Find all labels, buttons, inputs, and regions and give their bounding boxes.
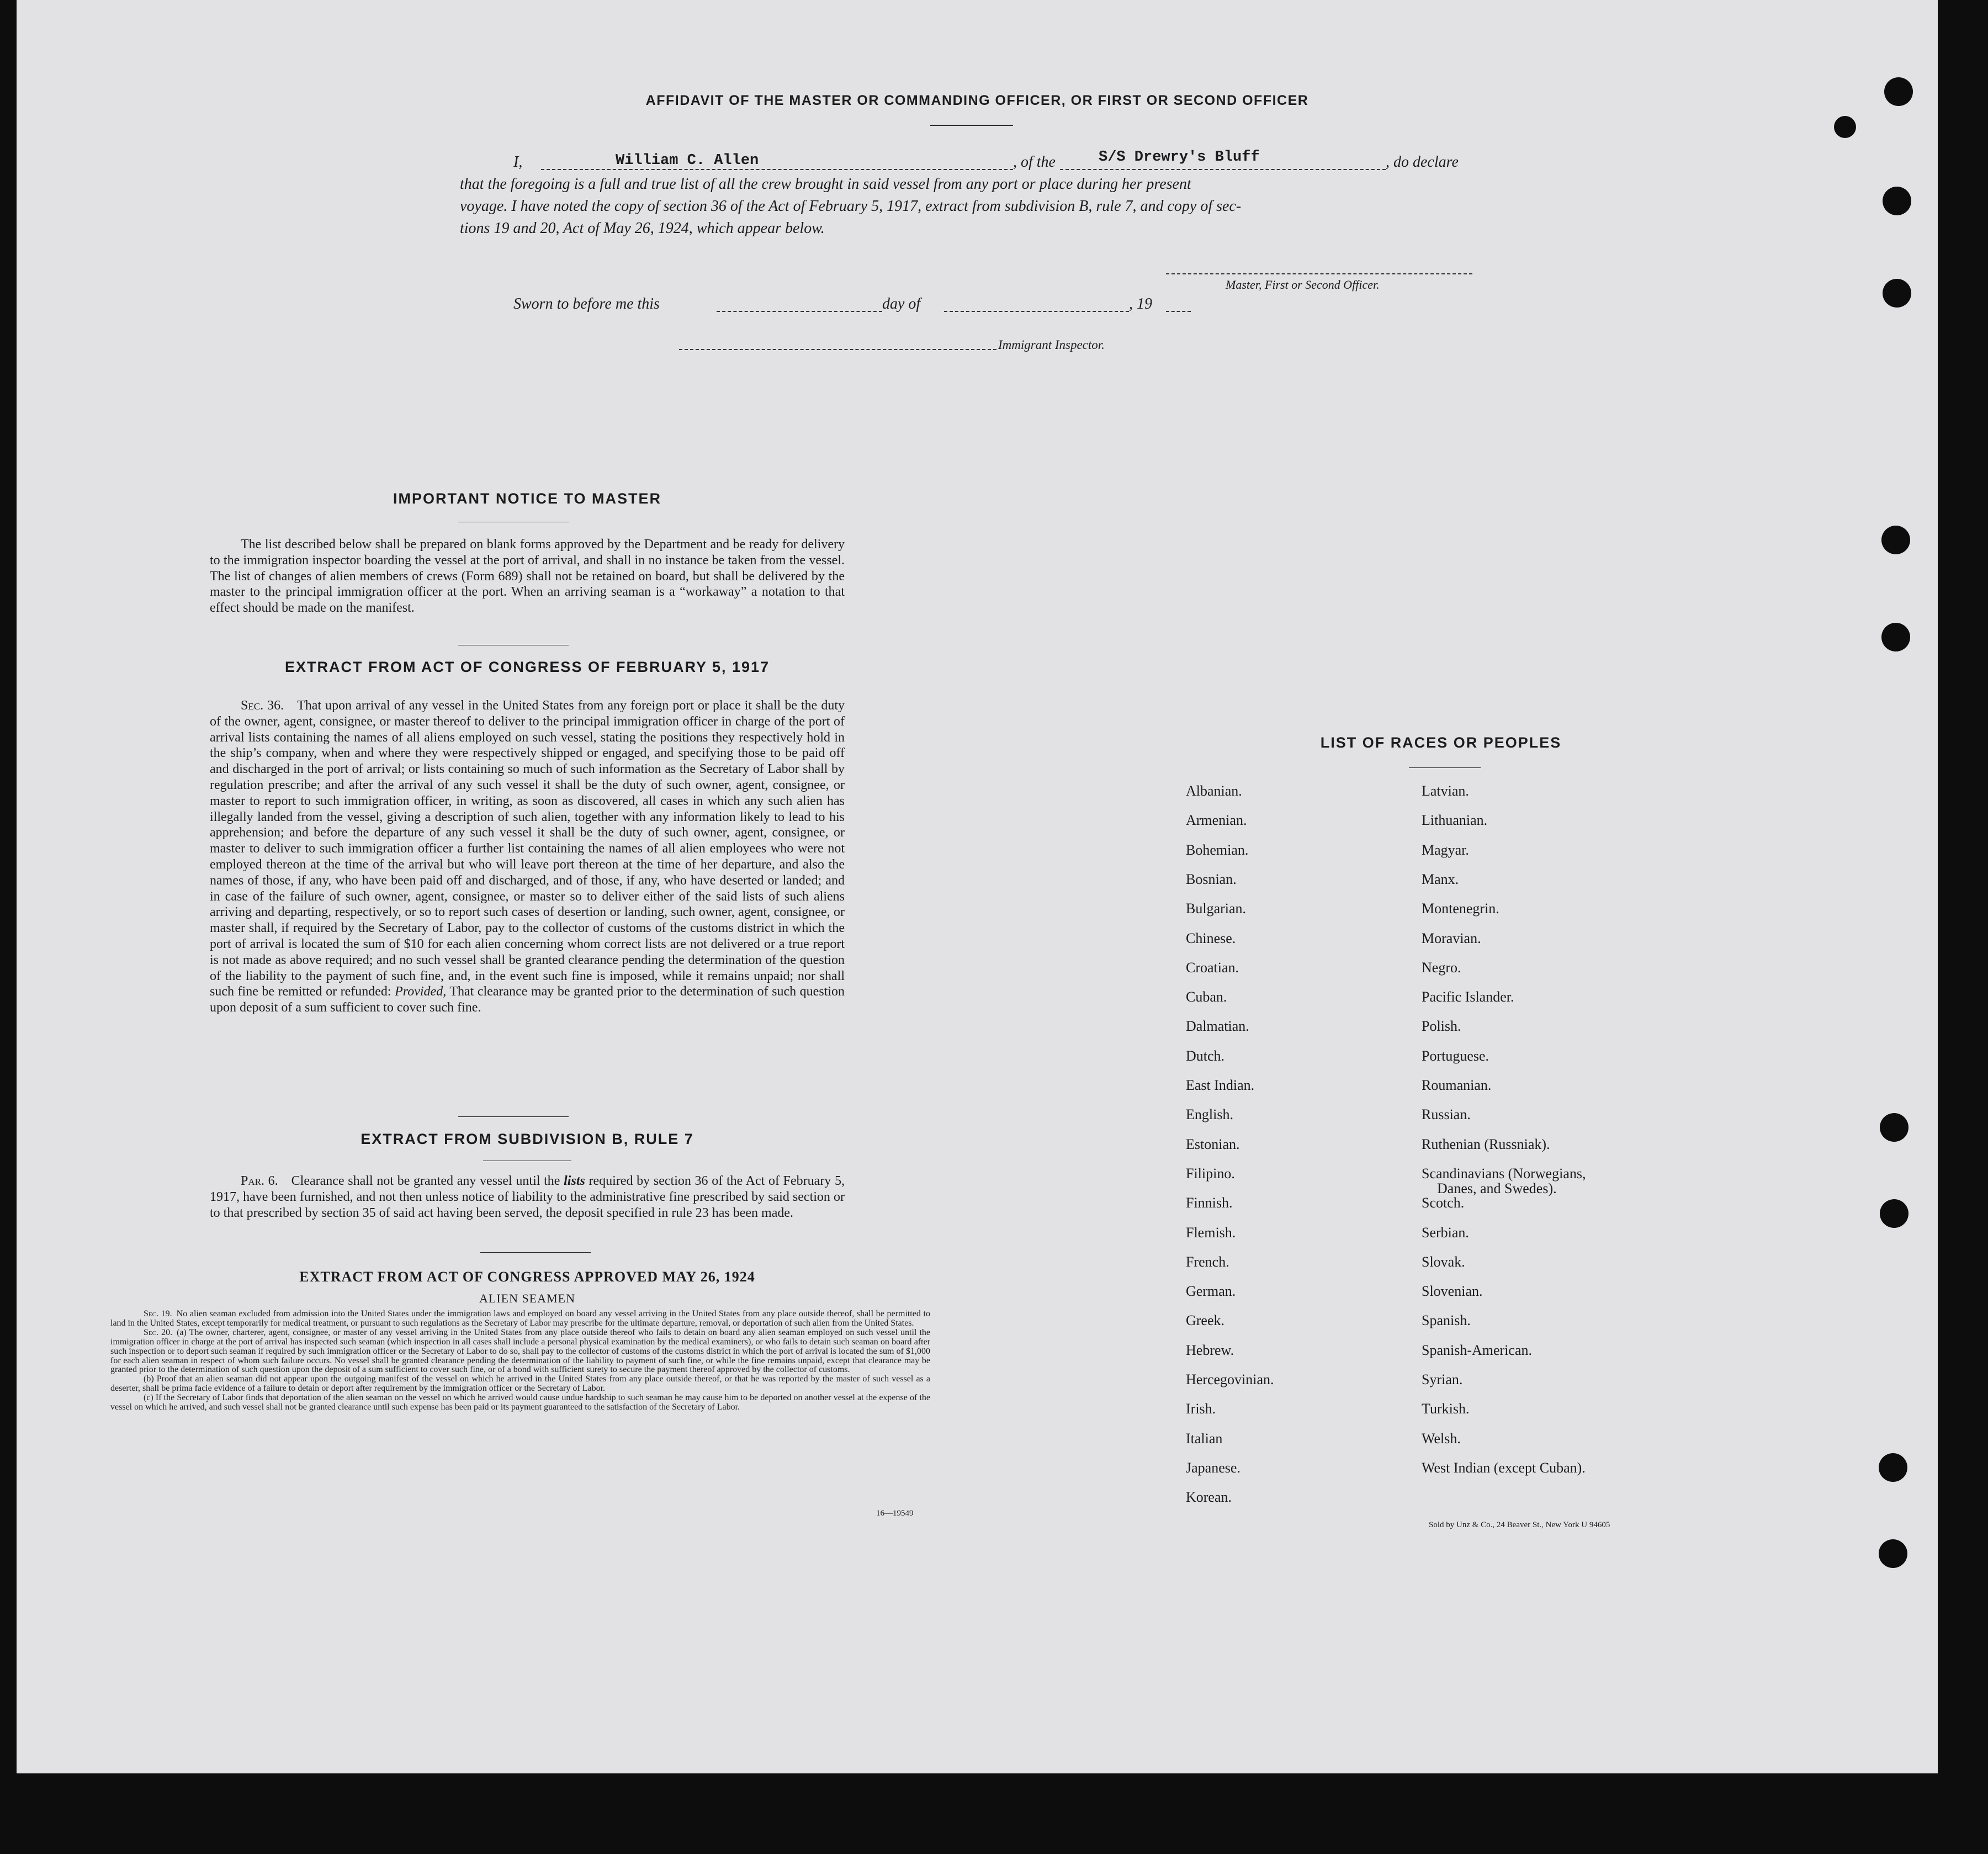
act1917-provided-label: Provided, [395,984,447,999]
affidavit-title: AFFIDAVIT OF THE MASTER OR COMMANDING OFFICER, OR FIRST OR SECOND OFFICER [645,93,1309,108]
act1924-subtitle: ALIEN SEAMEN [479,1291,575,1305]
sworn-text: Sworn to before me this [513,295,660,312]
affidavit-line-2: that the foregoing is a full and true list of all the crew brought in said vessel from any port or place during her present [460,176,1191,193]
race-item: Danes, and Swedes). [1437,1180,1557,1196]
sec20-label: Sec. 20. [144,1327,173,1337]
punch-hole [1880,1199,1909,1228]
act1924-body [110,1310,930,1412]
vessel-line [1060,169,1386,170]
month-line [944,311,1129,312]
printer-imprint: Sold by Unz & Co., 24 Beaver St., New York U 94605 [1429,1521,1610,1529]
inspector-caption: Immigrant Inspector. [998,338,1105,352]
race-item: Moravian. [1422,930,1481,946]
race-item: Filipino. [1186,1165,1235,1182]
race-item: Hebrew. [1186,1342,1234,1358]
title-rule [930,125,1013,126]
race-item: Russian. [1422,1106,1471,1123]
race-item: French. [1186,1253,1229,1270]
race-item: Serbian. [1422,1224,1469,1241]
act1924-sec20a [110,1328,930,1375]
master-signature-line [1166,273,1472,274]
notice-text: The list described below shall be prepared on blank forms approved by the Department and be ready for delivery to the immigration inspector boarding the vessel at the port of arrival, and shall in no instance be taken from the vessel. The list of changes of alien members of crews (Form 689) shall not be retained on board, but shall be delivered by the master to the principal immigration officer at the port. When an arriving seaman is a “workaway” a notation to that effect should be made on the manifest. [210,537,845,616]
sec20a-text: (a) The owner, charterer, agent, consignee, or master of any vessel arriving in the United States from any place outside thereof who fails to detain on board any alien seaman employed on such vessel until the immigration officer in charge at the port of arrival has inspected such seaman (which inspection in all cases shall include a personal physical examination by the medical examiners), or who fails to detain such seaman on board after such inspection or to deport such seaman if required by such immigration officer or the Secretary of Labor to do so, shall pay to the collector of customs of the customs district in which the port of arrival is located the sum of $1,000 for each alien seaman in respect of whom such failure occurs. No vessel shall be granted clearance pending the determination of the liability to payment of such fine, or while the fine remains unpaid, except that clearance may be granted prior to the determination of such question upon the deposit of a sum sufficient to cover such fine, or of a bond with sufficient surety to secure the payment thereof approved by the collector of customs. [110,1327,931,1375]
race-item: Irish. [1186,1401,1216,1417]
master-name: William C. Allen [616,152,759,169]
race-item: Cuban. [1186,989,1227,1005]
race-item: Welsh. [1422,1430,1461,1447]
name-line [541,169,1013,170]
punch-hole [1881,526,1910,554]
punch-hole [1884,77,1913,106]
race-item: Syrian. [1422,1371,1463,1387]
master-caption: Master, First or Second Officer. [1226,278,1380,292]
rule7-title: EXTRACT FROM SUBDIVISION B, RULE 7 [361,1131,694,1147]
act1924-sec20c: (c) If the Secretary of Labor finds that deportation of the alien seaman on the vessel on which he arrived would cause undue hardship to such seaman he may cause him to be deported on another vessel at the expense of the vessel on which he arrived, and such vessel shall not be granted clearance until such expense has been paid or its payment guaranteed to the satisfaction of the Secretary of Labor. [110,1393,930,1412]
punch-hole [1883,187,1911,215]
affidavit-of-the: , of the [1013,153,1056,171]
race-item: West Indian (except Cuban). [1422,1459,1586,1476]
act1924-sec20b: (b) Proof that an alien seaman did not appear upon the outgoing manifest of the vessel on which he arrived in the United States from any place outside thereof, or that he was reported by the master of such vessel as a deserter, shall be prima facie evidence of a failure to detain or deport after requirement by the immigration officer or the Secretary of Labor. [110,1374,930,1394]
year-line [1166,311,1191,312]
race-item: Flemish. [1186,1224,1236,1241]
sec19-label: Sec. 19. [144,1309,172,1318]
race-item: Korean. [1186,1489,1232,1506]
rule7-par-label: Par. 6. [241,1174,278,1188]
sworn-day-line [717,311,882,312]
act1917-end-rule [458,1116,569,1117]
affidavit-line-3: voyage. I have noted the copy of section 36 of the Act of February 5, 1917, extract from subdivision B, rule 7, and copy of sec- [460,198,1242,215]
race-item: Bohemian. [1186,841,1249,858]
race-item: Bulgarian. [1186,900,1247,917]
act1917-text: That upon arrival of any vessel in the United States from any foreign port or place it shall be the duty of the owner, agent, consignee, or master thereof to deliver to the principal immigration officer in charge of the port of arrival lists containing the names of all aliens employed on such vessel, stating the positions they respectively hold in the ship’s company, when and where they were respectively shipped or engaged, and specifying those to be paid off and discharged in the port of arrival; or lists containing so much of such information as the Secretary of Labor shall by regulation prescribe; and after the arrival of any such vessel it shall be the duty of such owner, agent, consignee, or master to report to such immigration officer, in writing, as soon as discovered, all cases in which any such alien has illegally landed from the vessel, giving a description of such alien, together with any information likely to lead to his apprehension; and before the departure of any such vessel it shall be the duty of such owner, agent, consignee, or master to deliver to such immigration officer a further list containing the names of all alien employees who were not employed thereon at the time of the arrival but who will leave port thereon at the time of her departure, and also the names of those, if any, who have been paid off and discharged, and of those, if any, who have deserted or landed; and in case of the failure of such owner, agent, consignee, or master so to deliver either of the said lists of such aliens arriving and departing, respectively, or so to report such cases of desertion or landing, such owner, agent, consignee, or master shall, if required by the Secretary of Labor, pay to the collector of customs of the customs district in which the port of arrival is located the sum of $10 for each alien concerning whom correct lists are not delivered or a true report is not made as above required; and no such vessel shall be granted clearance pending the determination of the question of the liability to the payment of such fine, and, in the event such fine is imposed, while it remains unpaid; nor shall such fine be remitted or refunded: [210,698,845,999]
act1924-sec19 [110,1310,930,1328]
race-item: Chinese. [1186,930,1236,946]
rule7-paragraph [210,1173,845,1221]
race-item: Estonian. [1186,1136,1240,1152]
act1917-section [210,698,845,1016]
year-text: , 19 [1129,295,1152,312]
race-item: Finnish. [1186,1195,1233,1211]
inspector-signature-line [679,349,996,350]
race-item: Scandinavians (Norwegians, [1422,1165,1586,1182]
act1917-title: EXTRACT FROM ACT OF CONGRESS OF FEBRUARY 5, 1917 [284,659,770,675]
race-item: Dutch. [1186,1047,1225,1064]
race-item: Spanish. [1422,1312,1471,1329]
race-item: Albanian. [1186,783,1242,799]
race-item: East Indian. [1186,1077,1255,1093]
race-item: Slovenian. [1422,1283,1483,1300]
race-item: Montenegrin. [1422,900,1499,917]
document-page [17,0,1938,1773]
race-item: Slovak. [1422,1253,1465,1270]
sec19-text: No alien seaman excluded from admission into the United States under the immigration laws and employed on board any vessel arriving in the United States from any place outside thereof, shall be permitted to land in the United States, except temporarily for medical treatment, or pursuant to such regulations as the Secretary of Labor may prescribe for the ultimate departure, removal, or deportation of such alien from the United States. [110,1309,930,1328]
race-item: Croatian. [1186,959,1239,976]
race-item: Italian [1186,1430,1223,1447]
race-item: Manx. [1422,871,1459,887]
race-item: Bosnian. [1186,871,1237,887]
affidavit-do-declare: , do declare [1386,153,1459,171]
race-item: Magyar. [1422,841,1469,858]
race-item: Polish. [1422,1018,1461,1035]
race-item: Pacific Islander. [1422,989,1514,1005]
race-item: Scotch. [1422,1195,1465,1211]
race-item: English. [1186,1106,1233,1123]
race-item: Ruthenian (Russniak). [1422,1136,1550,1152]
form-number: 16—19549 [876,1509,914,1518]
rule7-lists-word: lists [564,1174,585,1188]
race-item: Japanese. [1186,1459,1240,1476]
race-item: Turkish. [1422,1401,1470,1417]
act1924-title: EXTRACT FROM ACT OF CONGRESS APPROVED MAY 26, 1924 [299,1269,755,1285]
vessel-name: S/S Drewry's Bluff [1099,149,1260,166]
act1917-provided-text: That clearance may be granted prior to the determination of such question upon deposit of a sum sufficient to cover such fine. [210,984,845,1015]
punch-hole [1834,116,1856,138]
races-title: LIST OF RACES OR PEOPLES [1320,734,1562,751]
race-item: Negro. [1422,959,1461,976]
rule7-end-rule [480,1252,591,1253]
punch-hole [1880,1113,1909,1142]
race-item: Lithuanian. [1422,812,1488,829]
race-item: German. [1186,1283,1236,1300]
race-item: Dalmatian. [1186,1018,1249,1035]
affidavit-pronoun: I, [513,153,523,171]
rule7-text-b: required by section 36 of the Act of February 5, 1917, have been furnished, and not then unless notice of liability to the administrative fine prescribed by said section or to that prescribed by section 35 of said act having been served, the deposit specified in rule 23 has been made. [210,1174,845,1220]
rule7-text-a: Clearance shall not be granted any vessel until the [291,1174,560,1188]
affidavit-line-4: tions 19 and 20, Act of May 26, 1924, which appear below. [460,220,825,237]
race-item: Hercegovinian. [1186,1371,1274,1387]
race-item: Greek. [1186,1312,1225,1329]
race-item: Portuguese. [1422,1047,1489,1064]
race-item: Roumanian. [1422,1077,1492,1093]
races-title-rule [1409,767,1481,768]
punch-hole [1879,1539,1907,1568]
act1917-sec-label: Sec. 36. [241,698,284,713]
punch-hole [1883,279,1911,308]
punch-hole [1881,623,1910,651]
notice-title: IMPORTANT NOTICE TO MASTER [393,490,661,507]
punch-hole [1879,1453,1907,1482]
race-item: Armenian. [1186,812,1247,829]
race-item: Spanish-American. [1422,1342,1533,1358]
day-of-text: day of [882,295,921,312]
race-item: Latvian. [1422,783,1469,799]
